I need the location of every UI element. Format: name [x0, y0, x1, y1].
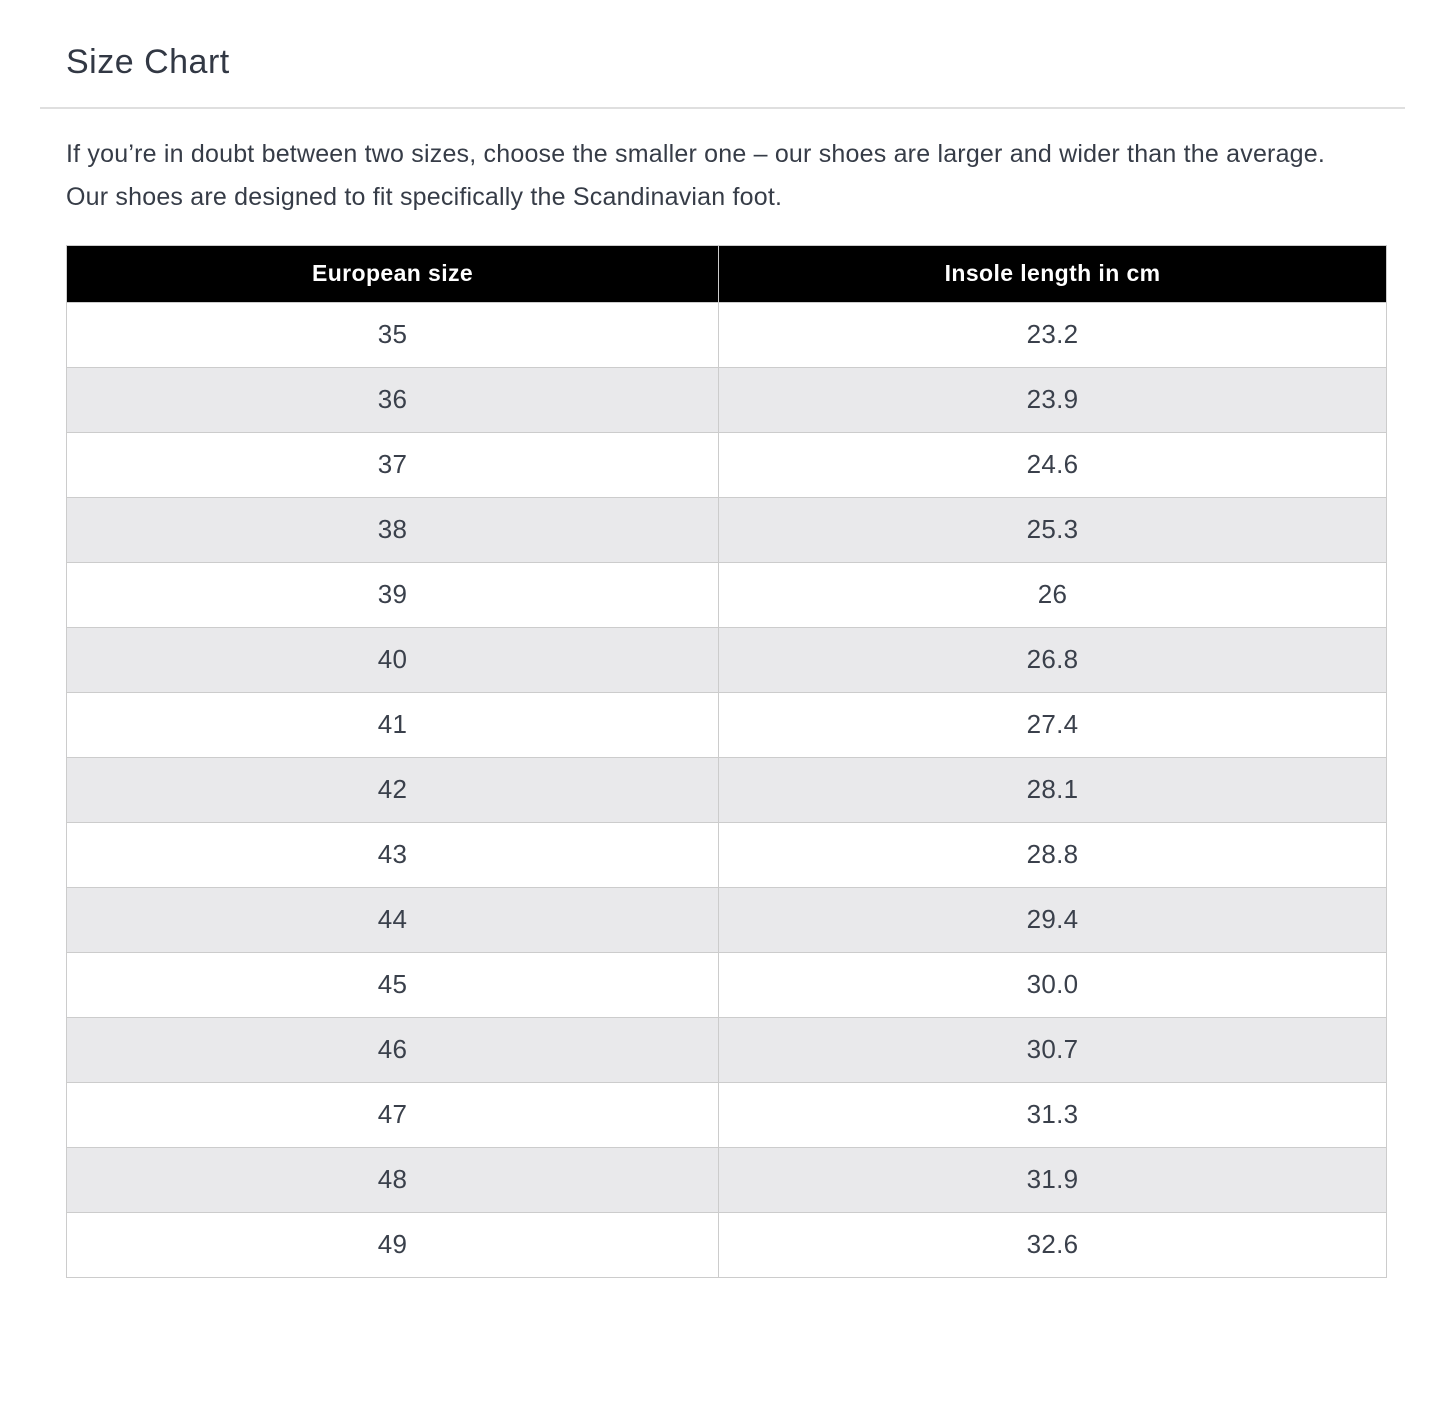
- table-row: [67, 887, 1387, 952]
- european-size-cell: 37: [67, 432, 719, 497]
- insole-length-cell: 31.3: [719, 1082, 1387, 1147]
- size-table-body: [67, 302, 1387, 1277]
- insole-length-cell: 24.6: [719, 432, 1387, 497]
- table-row: [67, 822, 1387, 887]
- header-cell-european-size: European size: [67, 245, 719, 302]
- insole-length-cell: 23.2: [719, 302, 1387, 367]
- table-row: [67, 367, 1387, 432]
- european-size-cell: 36: [67, 367, 719, 432]
- european-size-cell: 38: [67, 497, 719, 562]
- insole-length-cell: 29.4: [719, 887, 1387, 952]
- page-title: Size Chart: [66, 43, 230, 81]
- european-size-cell: 47: [67, 1082, 719, 1147]
- insole-length-cell: 30.0: [719, 952, 1387, 1017]
- table-row: [67, 1212, 1387, 1277]
- insole-length-cell: 26.8: [719, 627, 1387, 692]
- european-size-cell: 42: [67, 757, 719, 822]
- european-size-cell: 35: [67, 302, 719, 367]
- european-size-cell: 44: [67, 887, 719, 952]
- header-cell-insole-length: Insole length in cm: [719, 245, 1387, 302]
- intro-line-1: If you’re in doubt between two sizes, choose the smaller one – our shoes are larger and wider than the average.: [66, 139, 1326, 168]
- table-row: [67, 432, 1387, 497]
- header-row: [67, 245, 1387, 302]
- table-row: [67, 497, 1387, 562]
- table-row: [67, 1082, 1387, 1147]
- size-chart-page: [0, 42, 1445, 1278]
- size-chart-table: [66, 245, 1387, 1278]
- intro-text: [66, 133, 1387, 219]
- table-row: [67, 627, 1387, 692]
- insole-length-cell: 28.1: [719, 757, 1387, 822]
- intro-line-2: Our shoes are designed to fit specifically the Scandinavian foot.: [66, 182, 783, 211]
- table-row: [67, 692, 1387, 757]
- european-size-cell: 41: [67, 692, 719, 757]
- european-size-cell: 48: [67, 1147, 719, 1212]
- table-row: [67, 302, 1387, 367]
- insole-length-cell: 32.6: [719, 1212, 1387, 1277]
- insole-length-cell: 25.3: [719, 497, 1387, 562]
- european-size-cell: 49: [67, 1212, 719, 1277]
- insole-length-cell: 30.7: [719, 1017, 1387, 1082]
- insole-length-cell: 26: [719, 562, 1387, 627]
- table-row: [67, 952, 1387, 1017]
- size-table-head: [67, 245, 1387, 302]
- table-row: [67, 562, 1387, 627]
- european-size-cell: 46: [67, 1017, 719, 1082]
- insole-length-cell: 27.4: [719, 692, 1387, 757]
- insole-length-cell: 23.9: [719, 367, 1387, 432]
- european-size-cell: 40: [67, 627, 719, 692]
- table-row: [67, 1017, 1387, 1082]
- insole-length-cell: 28.8: [719, 822, 1387, 887]
- european-size-cell: 39: [67, 562, 719, 627]
- european-size-cell: 45: [67, 952, 719, 1017]
- insole-length-cell: 31.9: [719, 1147, 1387, 1212]
- table-row: [67, 1147, 1387, 1212]
- european-size-cell: 43: [67, 822, 719, 887]
- table-row: [67, 757, 1387, 822]
- title-divider: [40, 107, 1405, 109]
